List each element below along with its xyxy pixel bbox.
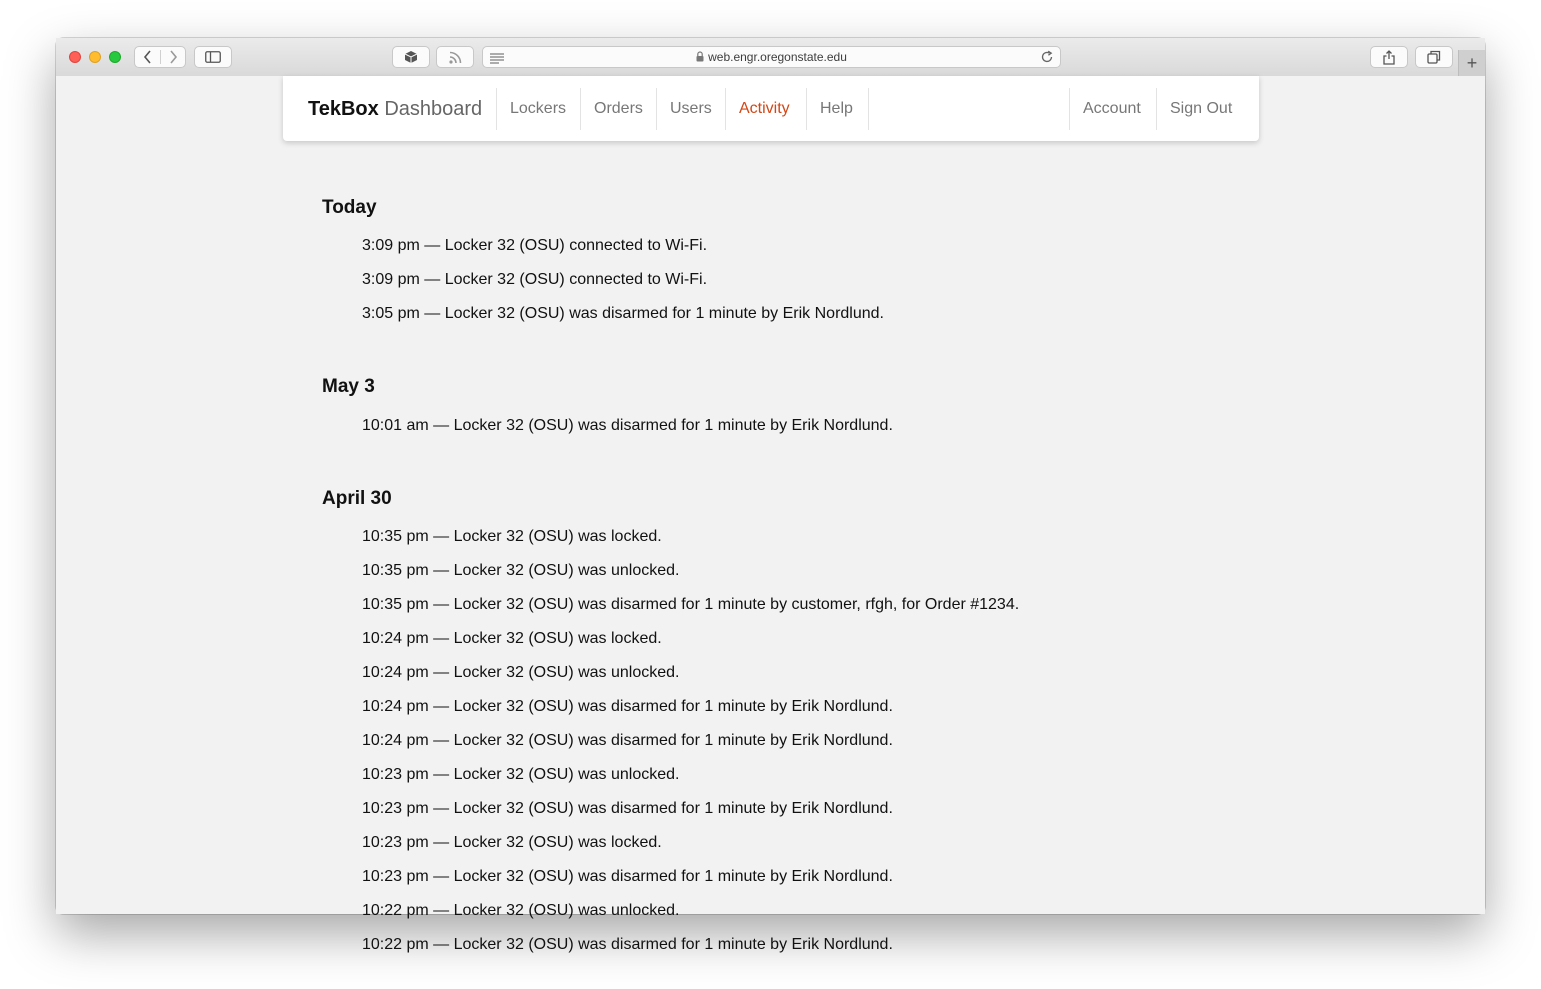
brand-subtitle: Dashboard (384, 98, 483, 120)
brand-logo[interactable] (308, 98, 482, 121)
share-icon (1383, 50, 1395, 65)
nav-divider (580, 88, 581, 130)
forward-arrow-icon[interactable] (160, 50, 185, 64)
share-button[interactable] (1370, 46, 1408, 68)
activity-entry: 10:24 pm — Locker 32 (OSU) was locked. (362, 630, 662, 647)
rss-button[interactable] (436, 46, 474, 68)
activity-entry: 10:23 pm — Locker 32 (OSU) was disarmed for 1 minute by Erik Nordlund. (362, 800, 893, 817)
sidebar-toggle-button[interactable] (194, 46, 232, 68)
nav-item-account[interactable]: Account (1083, 100, 1141, 117)
top-navbar (283, 76, 1259, 141)
nav-divider (725, 88, 726, 130)
section-title: Today (322, 197, 377, 218)
activity-entry: 3:09 pm — Locker 32 (OSU) connected to Wi-Fi. (362, 271, 708, 288)
activity-entry: 10:35 pm — Locker 32 (OSU) was locked. (362, 528, 662, 545)
activity-entry: 10:35 pm — Locker 32 (OSU) was disarmed for 1 minute by customer, rfgh, for Order #1234. (362, 596, 1020, 613)
back-forward-group (134, 46, 186, 68)
activity-entry: 10:24 pm — Locker 32 (OSU) was disarmed for 1 minute by Erik Nordlund. (362, 698, 893, 715)
activity-entry: 3:09 pm — Locker 32 (OSU) connected to Wi-Fi. (362, 237, 708, 254)
nav-divider (656, 88, 657, 130)
activity-entry: 10:23 pm — Locker 32 (OSU) was locked. (362, 834, 662, 851)
nav-item-lockers[interactable]: Lockers (510, 100, 567, 117)
page-content (56, 76, 1485, 953)
tabs-overview-button[interactable] (1415, 46, 1453, 68)
nav-divider (496, 88, 497, 130)
browser-window (56, 38, 1485, 953)
url-text: web.engr.oregonstate.edu (708, 50, 847, 64)
zoom-window-button[interactable] (109, 51, 121, 63)
activity-entry: 10:22 pm — Locker 32 (OSU) was disarmed for 1 minute by Erik Nordlund. (362, 936, 893, 953)
minimize-window-button[interactable] (89, 51, 101, 63)
close-window-button[interactable] (69, 51, 81, 63)
activity-entry: 10:35 pm — Locker 32 (OSU) was unlocked. (362, 562, 680, 579)
new-tab-button[interactable] (1458, 50, 1485, 76)
nav-item-orders[interactable]: Orders (594, 100, 643, 117)
plus-icon: + (1466, 52, 1478, 73)
activity-entry: 10:23 pm — Locker 32 (OSU) was disarmed for 1 minute by Erik Nordlund. (362, 868, 893, 885)
lock-icon (696, 51, 704, 65)
cube-icon (404, 50, 418, 64)
sidebar-icon (205, 51, 221, 63)
section-title: May 3 (322, 376, 375, 397)
activity-entry: 3:05 pm — Locker 32 (OSU) was disarmed for 1 minute by Erik Nordlund. (362, 305, 884, 322)
activity-entry: 10:01 am — Locker 32 (OSU) was disarmed for 1 minute by Erik Nordlund. (362, 417, 893, 434)
rss-icon (449, 51, 462, 64)
back-arrow-icon[interactable] (135, 50, 160, 64)
nav-item-sign-out[interactable]: Sign Out (1170, 100, 1233, 117)
extensions-button[interactable] (392, 46, 430, 68)
nav-item-activity[interactable]: Activity (739, 100, 790, 117)
tabs-icon (1427, 50, 1441, 64)
address-bar[interactable] (482, 46, 1061, 68)
section-title: April 30 (322, 488, 392, 509)
nav-divider (1069, 88, 1070, 130)
nav-divider (806, 88, 807, 130)
activity-entry: 10:23 pm — Locker 32 (OSU) was unlocked. (362, 766, 680, 783)
nav-divider (868, 88, 869, 130)
nav-divider (1156, 88, 1157, 130)
activity-entry: 10:24 pm — Locker 32 (OSU) was disarmed for 1 minute by Erik Nordlund. (362, 732, 893, 749)
activity-entry: 10:24 pm — Locker 32 (OSU) was unlocked. (362, 664, 680, 681)
activity-entry: 10:22 pm — Locker 32 (OSU) was unlocked. (362, 902, 680, 919)
nav-item-users[interactable]: Users (670, 100, 712, 117)
reload-icon[interactable] (1040, 50, 1054, 69)
browser-toolbar (56, 38, 1485, 77)
brand-name: TekBox (308, 98, 379, 120)
nav-item-help[interactable]: Help (820, 100, 853, 117)
